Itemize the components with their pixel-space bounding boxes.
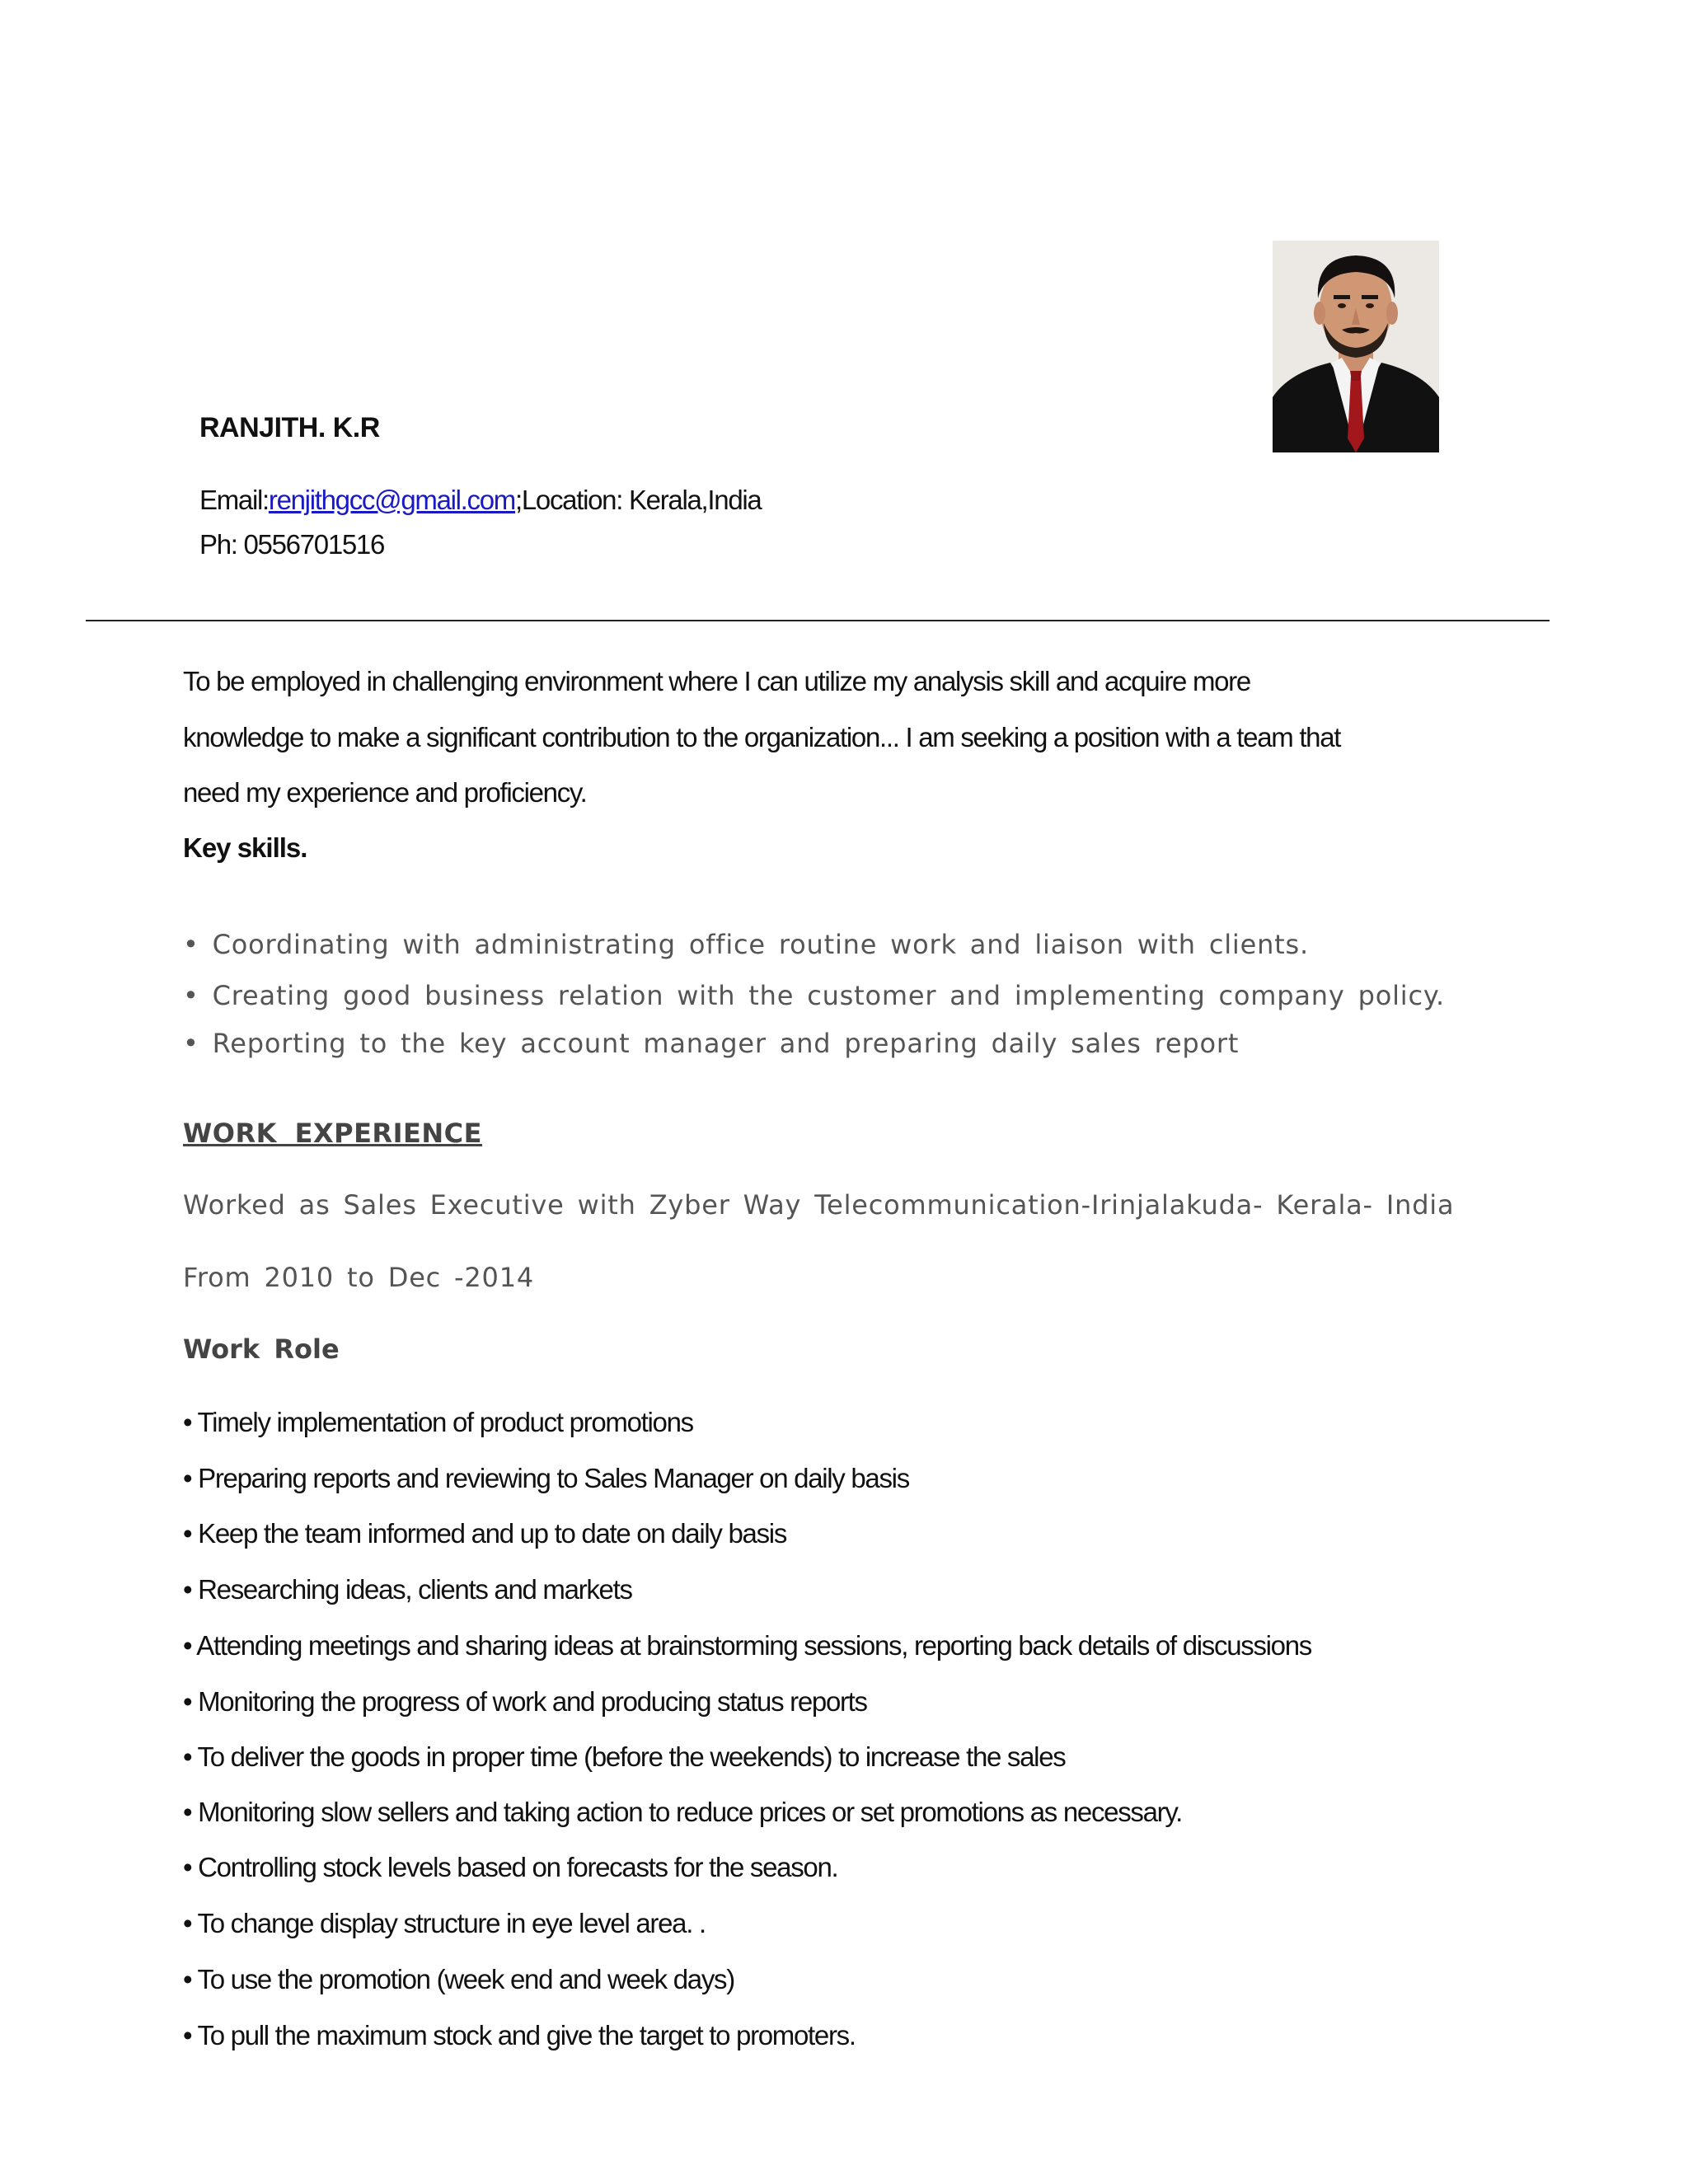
role-item: • To pull the maximum stock and give the target to promoters.	[183, 2020, 856, 2050]
candidate-name: RANJITH. K.R	[199, 412, 380, 443]
skill-item: • Reporting to the key account manager and preparing daily sales report	[183, 1028, 1240, 1059]
position-text: Worked as Sales Executive with Zyber Way Telecommunication-Irinjalakuda- Kerala- India	[183, 1189, 1455, 1221]
role-item: • Attending meetings and sharing ideas at brainstorming sessions, reporting back details of discussions	[183, 1630, 1311, 1661]
objective-line-3: need my experience and proficiency.	[183, 777, 587, 808]
role-item: • Monitoring slow sellers and taking action to reduce prices or set promotions as necessary.	[183, 1797, 1182, 1827]
phone-number: Ph: 0556701516	[199, 529, 385, 560]
email-label: Email:	[199, 485, 269, 515]
key-skills-heading: Key skills.	[183, 832, 307, 863]
role-item: • Preparing reports and reviewing to Sales Manager on daily basis	[183, 1463, 909, 1493]
profile-photo	[1273, 241, 1439, 452]
role-item: • To change display structure in eye level area. .	[183, 1908, 706, 1938]
location-text: ;Location: Kerala,India	[515, 485, 762, 515]
skill-item: • Coordinating with administrating office routine work and liaison with clients.	[183, 929, 1309, 960]
work-experience-heading: WORK EXPERIENCE	[183, 1118, 482, 1149]
role-item: • Timely implementation of product promotions	[183, 1407, 693, 1437]
role-item: • Controlling stock levels based on forecasts for the season.	[183, 1852, 838, 1882]
role-item: • To deliver the goods in proper time (before the weekends) to increase the sales	[183, 1741, 1066, 1772]
skill-item: • Creating good business relation with the customer and implementing company policy.	[183, 980, 1445, 1011]
role-item: • Researching ideas, clients and markets	[183, 1574, 632, 1605]
email-link[interactable]: renjithgcc@gmail.com	[268, 485, 515, 515]
header-divider	[86, 620, 1550, 621]
work-role-heading: Work Role	[183, 1333, 340, 1365]
period-text: From 2010 to Dec -2014	[183, 1262, 535, 1293]
objective-line-2: knowledge to make a significant contribution to the organization... I am seeking a position with a team that	[183, 722, 1341, 752]
contact-line	[199, 485, 762, 516]
role-item: • Monitoring the progress of work and producing status reports	[183, 1686, 867, 1717]
role-item: • Keep the team informed and up to date on daily basis	[183, 1518, 787, 1549]
role-item: • To use the promotion (week end and week days)	[183, 1964, 734, 1994]
objective-line-1: To be employed in challenging environment where I can utilize my analysis skill and acquire more	[183, 666, 1250, 696]
